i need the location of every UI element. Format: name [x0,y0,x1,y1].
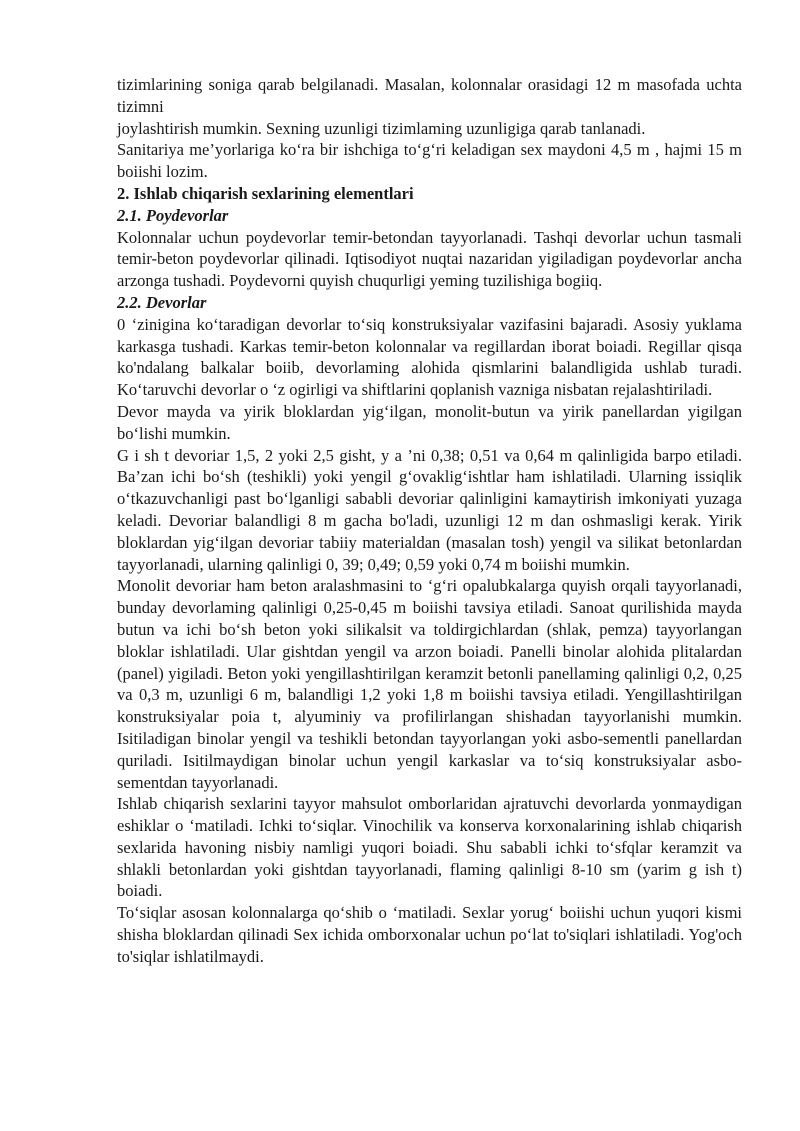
section-heading: 2. Ishlab chiqarish sexlarining elementlari [117,183,414,203]
subsection-heading-walls: 2.2. Devorlar [117,292,207,312]
paragraph-intro: tizimlarining soniga qarab belgilanadi. Masalan, kolonnalar orasidagi 12 m masofada uchta tizimni [117,75,742,116]
paragraph-walls-2: Devor mayda va yirik bloklardan yig‘ilgan, monolit-butun va yirik panellardan yigilgan bo‘lishi mumkin. [117,401,742,443]
paragraph-foundations: Kolonnalar uchun poydevorlar temir-betondan tayyorlanadi. Tashqi devorlar uchun tasmali temir-beton poydevorlar qilinadi. Iqtisodiyot nuqtai nazaridan yigiladigan poydevorlar ancha arzonga tushadi. Poydevorni quyish chuqurligi yeming tuzilishiga bogiiq. [117,227,742,291]
paragraph-walls-1: 0 ‘zinigina ko‘taradigan devorlar to‘siq konstruksiyalar vazifasini bajaradi. Asosiy yuklama karkasga tushadi. Karkas temir-beton kolonnalar va regillardan iborat boiadi. Regillar qisqa ko'ndalang balkalar boiib, devorlaming alohida qismlarini balandligida ushlab turadi. Ko‘taruvchi devorlar o ‘z ogirligi va shiftlarini qoplanish vazniga nisbatan rejalashtiriladi. [117,314,742,400]
paragraph-walls-4: Monolit devoriar ham beton aralashmasini to ‘g‘ri opalubkalarga quyish orqali tayyorlanadi, bunday devorlaming qalinligi 0,25-0,45 m boiishi tavsiya etiladi. Sanoat qurilishida mayda butun va ichi bo‘sh beton yoki silikalsit va toldirgichlardan (shlak, pemza) tayyorlangan bloklar ishlatiladi. Ular gishtdan yengil va arzon boiadi. Panelli binolar alohida plitalardan (panel) yigiladi. Beton yoki yengillashtirilgan keramzit betonli panellaming qalinligi 0,2, 0,25 va 0,3 m, uzunligi 6 m, balandligi 1,2 yoki 1,8 m boiishi tavsiya etiladi. Yengillashtirilgan konstruksiyalar poia t, alyuminiy va profilirlangan shishadan tayyorlanishi mumkin. Isitiladigan binolar yengil va teshikli betondan tayyorlangan yoki asbo-sementli panellardan quriladi. Isitilmaydigan binolar uchun yengil karkaslar va to‘siq konstruksiyalar asbo-sementdan tayyorlanadi. [117,576,742,792]
paragraph-sanitary: Sanitariya me’yorlariga ko‘ra bir ishchiga to‘g‘ri keladigan sex maydoni 4,5 m , hajmi 15 m boiishi lozim. [117,140,742,182]
paragraph-walls-6: To‘siqlar asosan kolonnalarga qo‘shib o ‘matiladi. Sexlar yorug‘ boiishi uchun yuqori kismi shisha bloklardan qilinadi Sex ichida omborxonalar uchun po‘lat to'siqlari ishlatiladi. Yog'och to'siqlar ishlatilmaydi. [117,903,742,966]
paragraph-walls-5: Ishlab chiqarish sexlarini tayyor mahsulot omborlaridan ajratuvchi devorlarda yonmaydigan eshiklar o ‘matiladi. Ichki to‘siqlar. Vinochilik va konserva korxonalarining ishlab chiqarish sexlarida havoning nisbiy namligi yuqori boiadi. Shu sababli ichki to‘sfqlar keramzit va shlakli betonlardan yoki gishtdan tayyorlanadi, flaming qalinligi 8-10 sm (yarim g ish t) boiadi. [117,794,742,901]
subsection-heading-foundations: 2.1. Poydevorlar [117,205,229,225]
paragraph-walls-3: G i sh t devoriar 1,5, 2 yoki 2,5 gisht, y a ’ni 0,38; 0,51 va 0,64 m qalinligida barpo etiladi. Ba’zan ichi bo‘sh (teshikli) yoki yengil g‘ovaklig‘ishtlar ham ishlatiladi. Ularning issiqlik o‘tkazuvchanligi past bo‘lganligi sababli devoriar qalinligini kamaytirish imkoniyati yuzaga keladi. Devoriar balandligi 8 m gacha bo'ladi, uzunligi 12 m dan oshmasligi kerak. Yirik bloklardan yig‘ilgan devoriar tabiiy materialdan (masalan tosh) yengil va silikat betonlardan tayyorlanadi, ularning qalinligi 0, 39; 0,49; 0,59 yoki 0,74 m boiishi mumkin. [117,445,742,574]
paragraph-placement: joylashtirish mumkin. Sexning uzunligi tizimlaming uzunligiga qarab tanlanadi. [117,118,646,138]
